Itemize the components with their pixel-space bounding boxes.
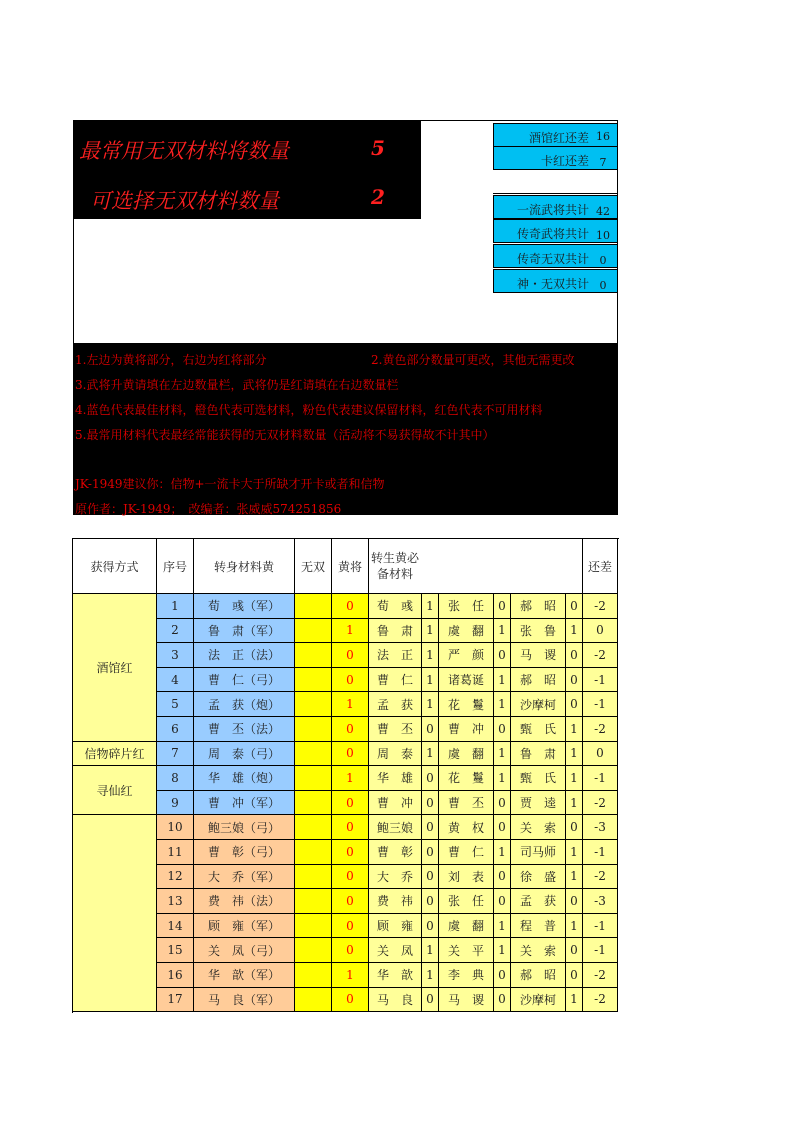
row-req-count-2: 0 — [494, 865, 511, 890]
row-material-name: 法 正（法） — [194, 643, 295, 668]
row-yellow-count: 0 — [332, 717, 369, 742]
row-yellow-count: 0 — [332, 938, 369, 963]
row-yellow-count: 0 — [332, 840, 369, 865]
row-yellow-count: 0 — [332, 914, 369, 939]
row-req-count-1: 0 — [422, 815, 439, 840]
stat-value: 7 — [599, 156, 607, 169]
stat-label: 一流武将共计 — [516, 203, 589, 217]
row-index: 17 — [157, 988, 194, 1013]
row-req-material-2: 曹 丕 — [439, 791, 494, 816]
stat-value: 16 — [596, 130, 610, 143]
header-material: 转身材料黄 — [194, 539, 295, 594]
row-yellow-count: 1 — [332, 692, 369, 717]
row-yellow-count: 0 — [332, 594, 369, 619]
row-req-material-2: 虞 翻 — [439, 914, 494, 939]
stat-legend-wushuang — [493, 244, 618, 268]
row-req-material-3: 郝 昭 — [511, 594, 566, 619]
row-req-count-1: 1 — [422, 594, 439, 619]
row-req-count-1: 0 — [422, 914, 439, 939]
row-wushuang-count — [295, 594, 332, 619]
row-req-count-1: 1 — [422, 619, 439, 644]
row-req-material-2: 虞 翻 — [439, 742, 494, 767]
row-req-count-3: 0 — [566, 643, 583, 668]
row-index: 14 — [157, 914, 194, 939]
stat-card-red — [493, 146, 618, 170]
row-diff: -3 — [583, 815, 618, 840]
stat-first-class — [493, 195, 618, 219]
row-req-material-3: 鲁 肃 — [511, 742, 566, 767]
row-req-count-2: 1 — [494, 840, 511, 865]
row-wushuang-count — [295, 865, 332, 890]
row-wushuang-count — [295, 668, 332, 693]
row-wushuang-count — [295, 717, 332, 742]
row-req-count-1: 0 — [422, 766, 439, 791]
row-req-count-1: 0 — [422, 717, 439, 742]
row-yellow-count: 0 — [332, 791, 369, 816]
row-wushuang-count — [295, 742, 332, 767]
row-req-material-3: 郝 昭 — [511, 668, 566, 693]
row-diff: -1 — [583, 938, 618, 963]
row-yellow-count: 0 — [332, 815, 369, 840]
stat-label: 神・无双共计 — [516, 277, 589, 291]
row-req-count-2: 1 — [494, 668, 511, 693]
row-req-material-1: 鲁 肃 — [369, 619, 422, 644]
row-req-material-1: 费 祎 — [369, 889, 422, 914]
row-diff: -3 — [583, 889, 618, 914]
row-index: 12 — [157, 865, 194, 890]
row-req-material-3: 程 普 — [511, 914, 566, 939]
row-req-count-2: 1 — [494, 692, 511, 717]
note-5: 5.最常用材料代表最经常能获得的无双材料数量（活动将不易获得故不计其中） — [75, 428, 495, 442]
row-req-material-3: 郝 昭 — [511, 963, 566, 988]
stat-label: 传奇无双共计 — [516, 252, 589, 266]
row-material-name: 关 凤（弓） — [194, 938, 295, 963]
row-req-material-2: 严 颜 — [439, 643, 494, 668]
row-material-name: 顾 雍（军） — [194, 914, 295, 939]
row-req-material-1: 顾 雍 — [369, 914, 422, 939]
row-req-material-1: 华 歆 — [369, 963, 422, 988]
note-4: 4.蓝色代表最佳材料，橙色代表可选材料，粉色代表建议保留材料，红色代表不可用材料 — [75, 403, 543, 417]
row-diff: -1 — [583, 840, 618, 865]
stat-god-wushuang — [493, 269, 618, 293]
row-req-count-3: 1 — [566, 914, 583, 939]
row-diff: -2 — [583, 717, 618, 742]
row-material-name: 孟 获（炮） — [194, 692, 295, 717]
optional-material-value: 2 — [371, 185, 385, 209]
row-diff: 0 — [583, 619, 618, 644]
row-material-name: 曹 丕（法） — [194, 717, 295, 742]
row-material-name: 鲁 肃（军） — [194, 619, 295, 644]
note-authors: 原作者：JK-1949； 改编者：张威威574251856 — [75, 502, 342, 516]
row-wushuang-count — [295, 815, 332, 840]
row-req-material-3: 关 索 — [511, 815, 566, 840]
row-index: 2 — [157, 619, 194, 644]
row-yellow-count: 1 — [332, 766, 369, 791]
row-index: 5 — [157, 692, 194, 717]
row-req-material-2: 李 典 — [439, 963, 494, 988]
row-req-count-1: 1 — [422, 742, 439, 767]
row-index: 8 — [157, 766, 194, 791]
row-req-material-1: 周 泰 — [369, 742, 422, 767]
row-yellow-count: 0 — [332, 742, 369, 767]
row-req-count-3: 1 — [566, 791, 583, 816]
row-req-count-1: 0 — [422, 791, 439, 816]
row-req-material-2: 张 任 — [439, 889, 494, 914]
note-3: 3.武将升黄请填在左边数量栏，武将仍是红请填在右边数量栏 — [75, 378, 399, 392]
row-req-count-3: 0 — [566, 692, 583, 717]
row-req-count-1: 1 — [422, 643, 439, 668]
row-req-material-3: 马 谡 — [511, 643, 566, 668]
row-req-count-3: 1 — [566, 717, 583, 742]
row-diff: -2 — [583, 643, 618, 668]
row-req-count-3: 0 — [566, 668, 583, 693]
stat-label: 酒馆红还差 — [528, 131, 589, 145]
row-req-material-1: 大 乔 — [369, 865, 422, 890]
row-req-count-3: 1 — [566, 619, 583, 644]
row-req-count-1: 0 — [422, 988, 439, 1013]
row-diff: -2 — [583, 594, 618, 619]
row-wushuang-count — [295, 619, 332, 644]
row-req-count-2: 1 — [494, 766, 511, 791]
row-wushuang-count — [295, 889, 332, 914]
header-yellow: 黄将 — [332, 539, 369, 594]
row-diff: 0 — [583, 742, 618, 767]
row-material-name: 马 良（军） — [194, 988, 295, 1013]
row-yellow-count: 0 — [332, 865, 369, 890]
row-req-material-1: 曹 冲 — [369, 791, 422, 816]
row-req-material-2: 虞 翻 — [439, 619, 494, 644]
row-req-material-2: 花 鬘 — [439, 766, 494, 791]
row-req-material-2: 关 平 — [439, 938, 494, 963]
row-req-count-2: 0 — [494, 594, 511, 619]
row-material-name: 荀 彧（军） — [194, 594, 295, 619]
row-wushuang-count — [295, 692, 332, 717]
row-material-name: 曹 仁（弓） — [194, 668, 295, 693]
row-diff: -1 — [583, 766, 618, 791]
row-req-count-3: 0 — [566, 938, 583, 963]
row-index: 3 — [157, 643, 194, 668]
common-material-value: 5 — [371, 136, 385, 160]
row-index: 13 — [157, 889, 194, 914]
row-req-count-3: 1 — [566, 766, 583, 791]
spacer-box — [493, 170, 618, 194]
row-wushuang-count — [295, 988, 332, 1013]
row-req-material-3: 沙摩柯 — [511, 692, 566, 717]
row-req-count-2: 0 — [494, 791, 511, 816]
row-req-material-3: 甄 氏 — [511, 766, 566, 791]
row-material-name: 华 歆（军） — [194, 963, 295, 988]
row-req-count-3: 0 — [566, 963, 583, 988]
row-diff: -2 — [583, 988, 618, 1013]
row-req-count-3: 0 — [566, 594, 583, 619]
row-material-name: 鲍三娘（弓） — [194, 815, 295, 840]
row-index: 15 — [157, 938, 194, 963]
row-req-material-1: 曹 彰 — [369, 840, 422, 865]
header-required — [369, 539, 583, 594]
stat-label: 传奇武将共计 — [516, 227, 589, 241]
row-index: 6 — [157, 717, 194, 742]
row-yellow-count: 0 — [332, 988, 369, 1013]
row-req-count-3: 1 — [566, 742, 583, 767]
row-index: 16 — [157, 963, 194, 988]
row-index: 7 — [157, 742, 194, 767]
row-req-material-1: 关 凤 — [369, 938, 422, 963]
row-req-count-3: 1 — [566, 840, 583, 865]
row-req-count-1: 0 — [422, 889, 439, 914]
row-wushuang-count — [295, 938, 332, 963]
stat-tavern-red — [493, 123, 618, 147]
row-diff: -1 — [583, 914, 618, 939]
row-wushuang-count — [295, 791, 332, 816]
row-wushuang-count — [295, 963, 332, 988]
row-yellow-count: 1 — [332, 619, 369, 644]
row-req-count-2: 0 — [494, 988, 511, 1013]
note-advice: JK-1949建议你：信物+一流卡大于所缺才开卡或者和信物 — [75, 477, 385, 491]
row-req-count-2: 1 — [494, 619, 511, 644]
row-req-count-3: 0 — [566, 889, 583, 914]
row-req-material-1: 孟 获 — [369, 692, 422, 717]
row-material-name: 周 泰（弓） — [194, 742, 295, 767]
row-req-material-1: 华 雄 — [369, 766, 422, 791]
row-yellow-count: 0 — [332, 889, 369, 914]
row-req-material-3: 关 索 — [511, 938, 566, 963]
stat-value: 42 — [596, 205, 610, 218]
row-wushuang-count — [295, 766, 332, 791]
row-material-name: 曹 彰（弓） — [194, 840, 295, 865]
row-index: 1 — [157, 594, 194, 619]
row-index: 9 — [157, 791, 194, 816]
row-req-count-1: 0 — [422, 865, 439, 890]
row-req-material-2: 马 谡 — [439, 988, 494, 1013]
row-req-count-3: 1 — [566, 865, 583, 890]
row-req-material-2: 花 鬘 — [439, 692, 494, 717]
row-req-material-2: 诸葛诞 — [439, 668, 494, 693]
header-diff: 还差 — [583, 539, 618, 594]
row-yellow-count: 0 — [332, 643, 369, 668]
row-index: 10 — [157, 815, 194, 840]
common-material-label: 最常用无双材料将数量 — [79, 139, 289, 163]
row-material-name: 大 乔（军） — [194, 865, 295, 890]
row-req-material-3: 贾 逵 — [511, 791, 566, 816]
row-req-material-2: 张 任 — [439, 594, 494, 619]
row-index: 4 — [157, 668, 194, 693]
row-req-count-3: 0 — [566, 815, 583, 840]
optional-material-label: 可选择无双材料数量 — [90, 189, 279, 213]
row-req-material-2: 黄 权 — [439, 815, 494, 840]
stat-label: 卡红还差 — [540, 154, 589, 168]
row-req-material-1: 曹 仁 — [369, 668, 422, 693]
method-group — [73, 815, 157, 1012]
table-top-border — [72, 538, 619, 539]
row-yellow-count: 0 — [332, 668, 369, 693]
header-index: 序号 — [157, 539, 194, 594]
row-wushuang-count — [295, 643, 332, 668]
row-index: 11 — [157, 840, 194, 865]
row-req-material-3: 徐 盛 — [511, 865, 566, 890]
stat-value: 0 — [599, 279, 607, 292]
row-req-material-1: 马 良 — [369, 988, 422, 1013]
table-left-border — [72, 538, 73, 1013]
row-req-count-2: 1 — [494, 938, 511, 963]
method-group: 寻仙红 — [73, 766, 157, 815]
header-wushuang: 无双 — [295, 539, 332, 594]
row-req-count-2: 0 — [494, 815, 511, 840]
note-1: 1.左边为黄将部分，右边为红将部分 — [75, 353, 267, 367]
row-req-count-1: 0 — [422, 840, 439, 865]
row-material-name: 华 雄（炮） — [194, 766, 295, 791]
row-diff: -1 — [583, 692, 618, 717]
row-req-material-1: 法 正 — [369, 643, 422, 668]
row-req-count-2: 1 — [494, 742, 511, 767]
row-diff: -2 — [583, 791, 618, 816]
row-req-material-3: 孟 获 — [511, 889, 566, 914]
row-req-material-3: 张 鲁 — [511, 619, 566, 644]
row-req-material-3: 司马师 — [511, 840, 566, 865]
header-required-text: 转生黄必备材料 — [371, 551, 420, 581]
note-2: 2.黄色部分数量可更改，其他无需更改 — [371, 353, 575, 367]
row-req-count-1: 1 — [422, 963, 439, 988]
row-req-count-2: 0 — [494, 963, 511, 988]
row-material-name: 费 祎（法） — [194, 889, 295, 914]
row-req-material-1: 曹 丕 — [369, 717, 422, 742]
row-yellow-count: 1 — [332, 963, 369, 988]
header-method: 获得方式 — [73, 539, 157, 594]
row-req-count-3: 1 — [566, 988, 583, 1013]
row-wushuang-count — [295, 914, 332, 939]
row-diff: -2 — [583, 865, 618, 890]
row-req-material-2: 曹 仁 — [439, 840, 494, 865]
row-req-count-1: 1 — [422, 692, 439, 717]
row-req-count-2: 0 — [494, 643, 511, 668]
method-group: 信物碎片红 — [73, 742, 157, 767]
row-req-material-2: 刘 表 — [439, 865, 494, 890]
stat-value: 0 — [599, 254, 607, 267]
row-req-material-3: 沙摩柯 — [511, 988, 566, 1013]
row-req-material-1: 鲍三娘 — [369, 815, 422, 840]
method-group: 酒馆红 — [73, 594, 157, 742]
row-req-count-2: 1 — [494, 914, 511, 939]
row-diff: -1 — [583, 668, 618, 693]
row-req-count-1: 1 — [422, 668, 439, 693]
row-req-count-2: 0 — [494, 717, 511, 742]
row-material-name: 曹 冲（军） — [194, 791, 295, 816]
row-req-material-1: 荀 彧 — [369, 594, 422, 619]
row-req-material-3: 甄 氏 — [511, 717, 566, 742]
row-req-count-1: 1 — [422, 938, 439, 963]
row-req-count-2: 0 — [494, 889, 511, 914]
row-diff: -2 — [583, 963, 618, 988]
stat-value: 10 — [596, 229, 610, 242]
row-req-material-2: 曹 冲 — [439, 717, 494, 742]
row-wushuang-count — [295, 840, 332, 865]
stat-legend — [493, 219, 618, 243]
